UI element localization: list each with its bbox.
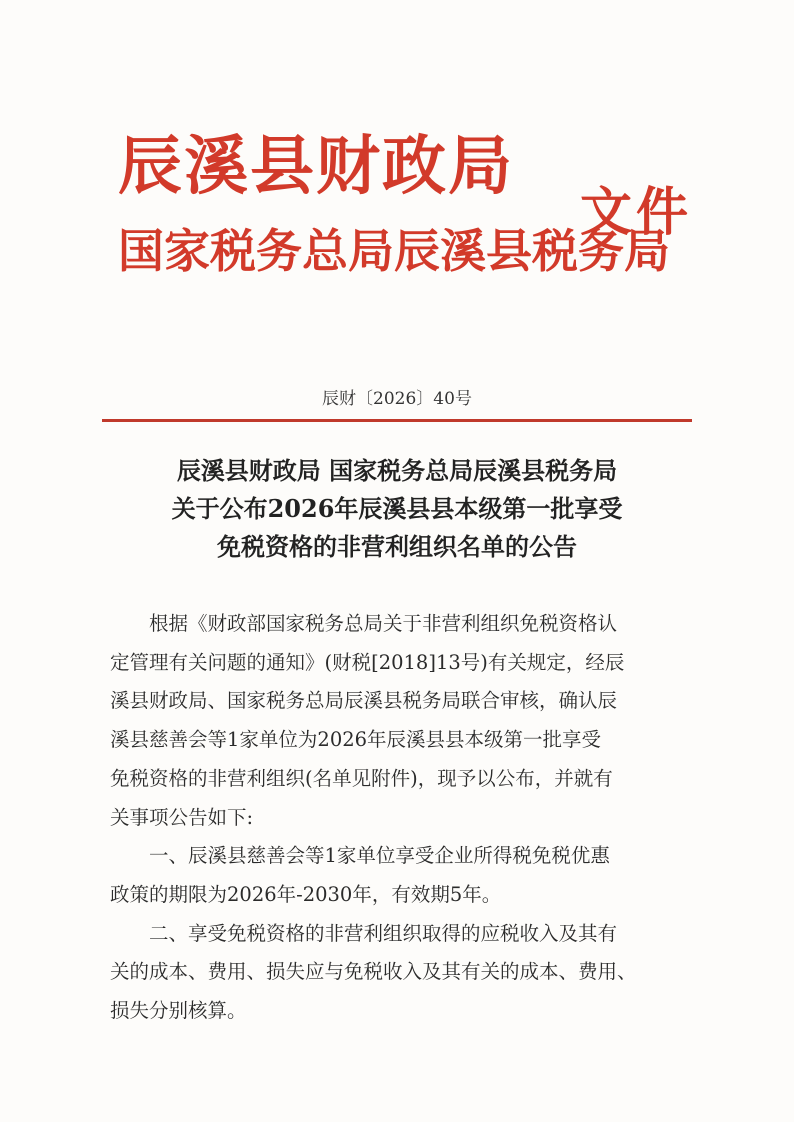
body-line: 政策的期限为2026年-2030年，有效期5年。: [110, 882, 502, 906]
issuer-name-secondary: 国家税务总局辰溪县税务局: [118, 224, 670, 278]
body-line: 关事项公告如下:: [110, 805, 254, 829]
title-line: 关于公布2026年辰溪县县本级第一批享受: [171, 494, 623, 523]
issuer-name-primary: 辰溪县财政局: [118, 130, 514, 204]
title-line: 辰溪县财政局 国家税务总局辰溪县税务局: [176, 456, 618, 485]
document-number: 辰财〔2026〕40号: [322, 389, 472, 409]
body-line: 定管理有关问题的通知》(财税[2018]13号)有关规定，经辰: [110, 650, 625, 674]
red-divider-line: [102, 419, 692, 422]
body-line: 一、辰溪县慈善会等1家单位享受企业所得税免税优惠: [149, 844, 610, 868]
body-line: 根据《财政部国家税务总局关于非营利组织免税资格认: [149, 612, 618, 635]
document-body: [110, 605, 682, 1031]
body-line: 关的成本、费用、损失应与免税收入及其有关的成本、费用、: [110, 960, 637, 984]
body-line: 溪县慈善会等1家单位为2026年辰溪县县本级第一批享受: [110, 728, 602, 752]
document-title: [90, 452, 704, 566]
body-line: 损失分别核算。: [110, 999, 247, 1023]
body-line: 免税资格的非营利组织(名单见附件)，现予以公布，并就有: [110, 766, 613, 790]
body-line: 溪县财政局、国家税务总局辰溪县税务局联合审核，确认辰: [110, 689, 618, 713]
body-line: 二、享受免税资格的非营利组织取得的应税收入及其有: [149, 921, 618, 945]
title-line: 免税资格的非营利组织名单的公告: [217, 532, 577, 561]
file-label: 文件: [580, 183, 693, 243]
